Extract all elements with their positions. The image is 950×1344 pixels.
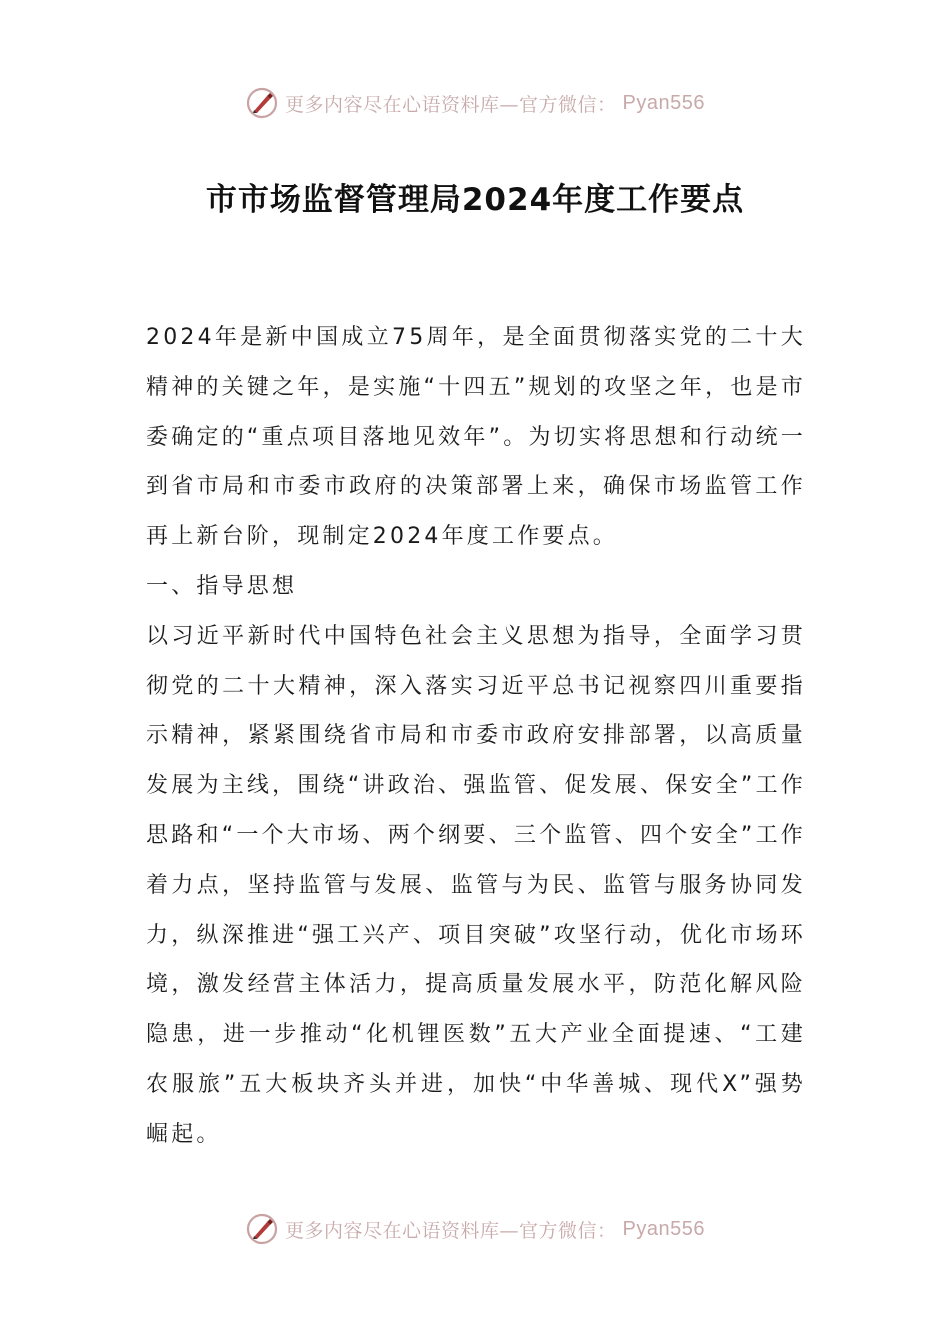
watermark-text: 更多内容尽在心语资料库—官方微信： [285, 1219, 617, 1242]
footer-watermark [0, 1212, 950, 1246]
section-paragraph-guiding-ideology: 以习近平新时代中国特色社会主义思想为指导，全面学习贯彻党的二十大精神，深入落实习近平总书记视察四川重要指示精神，紧紧围绕省市局和市委市政府安排部署，以高质量发展为主线，围绕“讲政治、强监管、促发展、保安全”工作思路和“一个大市场、两个纲要、三个监管、四个安全”工作着力点，坚持监管与发展、监管与为民、监管与服务协同发力，纵深推进“强工兴产、项目突破”攻坚行动，优化市场环境，激发经营主体活力，提高质量发展水平，防范化解风险隐患，进一步推动“化机锂医数”五大产业全面提速、“工建农服旅”五大板块齐头并进，加快“中华善城、现代X”强势崛起。 [146, 623, 806, 1147]
document-body [146, 313, 806, 1160]
header-watermark [0, 86, 950, 120]
watermark-handle: Pyan556 [622, 91, 705, 114]
watermark-text: 更多内容尽在心语资料库—官方微信： [285, 93, 617, 116]
section-heading-guiding-ideology: 一、指导思想 [146, 573, 298, 599]
pen-seal-logo-icon [245, 1212, 279, 1246]
watermark-handle: Pyan556 [622, 1217, 705, 1240]
document-title: 市市场监督管理局2024年度工作要点 [205, 182, 745, 218]
pen-seal-logo-icon [245, 86, 279, 120]
intro-paragraph: 2024年是新中国成立75周年，是全面贯彻落实党的二十大精神的关键之年，是实施“十四五”规划的攻坚之年，也是市委确定的“重点项目落地见效年”。为切实将思想和行动统一到省市局和市委市政府的决策部署上来，确保市场监管工作再上新台阶，现制定2024年度工作要点。 [146, 325, 806, 550]
